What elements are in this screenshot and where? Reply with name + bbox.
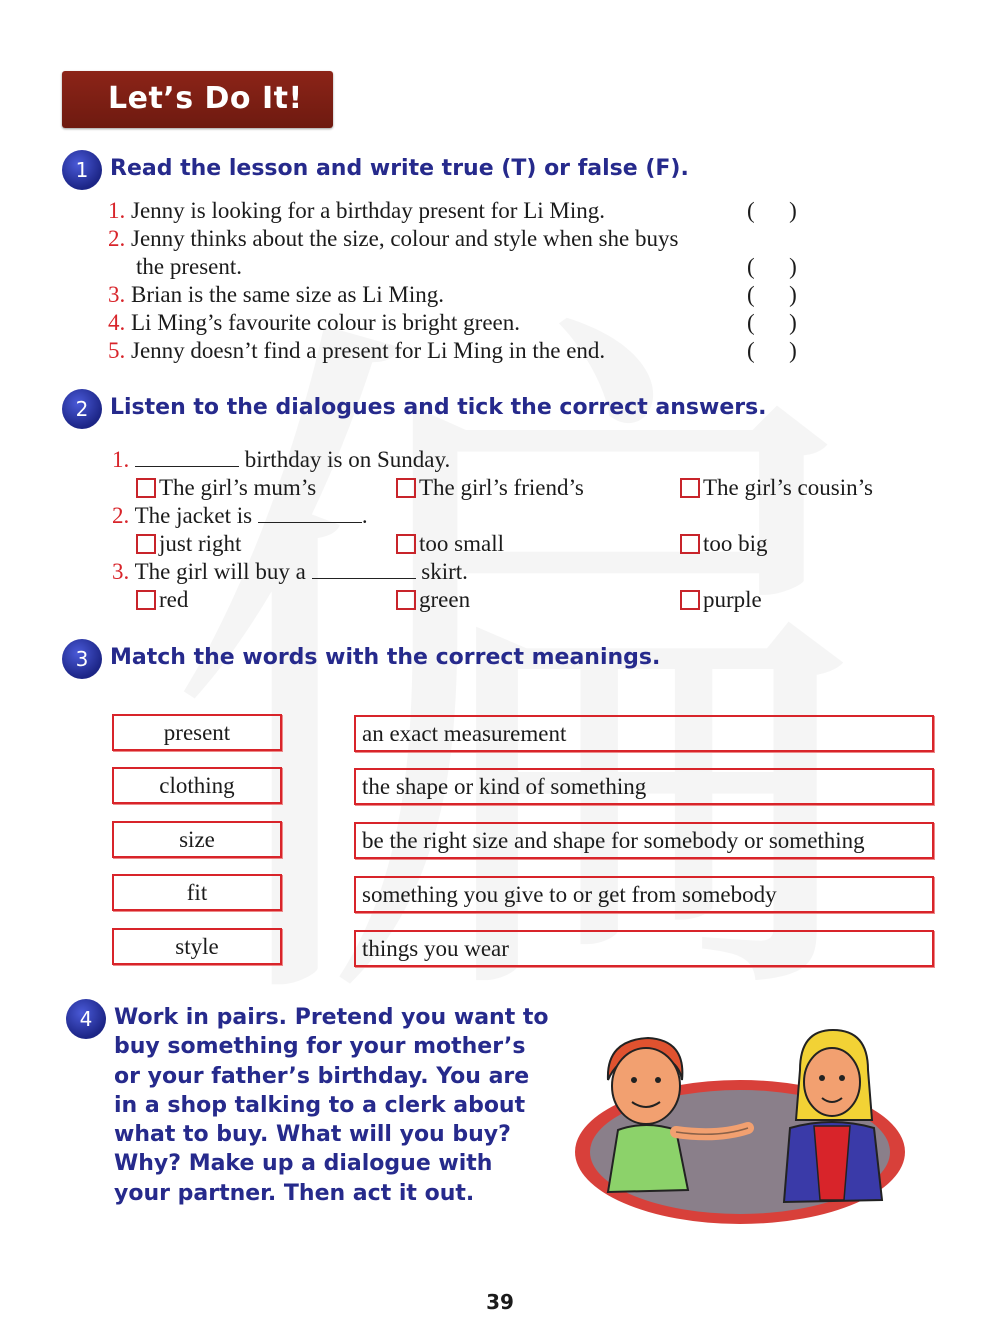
question-2: 2. The jacket is . xyxy=(112,503,368,528)
section-3-title: Match the words with the correct meanings. xyxy=(110,645,661,670)
answer-parentheses[interactable]: ( ) xyxy=(747,254,797,279)
list-item: 5. Jenny doesn’t find a present for Li Ming in the end. xyxy=(108,338,606,363)
option-checkbox[interactable]: too big xyxy=(680,530,768,558)
answer-blank[interactable] xyxy=(258,502,362,523)
page-number: 39 xyxy=(486,1290,514,1314)
meaning-box[interactable]: something you give to or get from somebody xyxy=(354,876,934,913)
answer-parentheses[interactable]: ( ) xyxy=(747,310,797,335)
section-number-badge: 1 xyxy=(62,150,102,190)
meaning-box[interactable]: an exact measurement xyxy=(354,715,934,752)
meaning-box[interactable]: be the right size and shape for somebody or something xyxy=(354,822,934,859)
answer-parentheses[interactable]: ( ) xyxy=(747,282,797,307)
list-item: 1. Jenny is looking for a birthday present for Li Ming. xyxy=(108,198,605,223)
section-2-title: Listen to the dialogues and tick the correct answers. xyxy=(110,395,767,420)
girl-figure xyxy=(784,1030,882,1202)
answer-parentheses[interactable]: ( ) xyxy=(747,338,797,363)
section-number-badge: 2 xyxy=(62,389,102,429)
checkbox[interactable] xyxy=(680,590,700,610)
option-checkbox[interactable]: The girl’s cousin’s xyxy=(680,474,873,502)
question-3: 3. The girl will buy a skirt. xyxy=(112,559,468,584)
section-1-title: Read the lesson and write true (T) or false (F). xyxy=(110,156,689,181)
option-checkbox[interactable]: red xyxy=(136,586,188,614)
banner-title: Let’s Do It! xyxy=(108,81,303,116)
checkbox[interactable] xyxy=(136,534,156,554)
list-item-continuation: the present. xyxy=(136,254,243,279)
list-item: 2. Jenny thinks about the size, colour and style when she buys xyxy=(108,226,679,251)
meaning-box[interactable]: the shape or kind of something xyxy=(354,768,934,805)
word-box[interactable]: present xyxy=(112,714,282,751)
section-number-badge: 3 xyxy=(62,639,102,679)
section-banner xyxy=(62,71,333,128)
list-item: 4. Li Ming’s favourite colour is bright green. xyxy=(108,310,521,335)
checkbox[interactable] xyxy=(396,590,416,610)
checkbox[interactable] xyxy=(680,534,700,554)
checkbox[interactable] xyxy=(136,478,156,498)
answer-blank[interactable] xyxy=(312,558,416,579)
option-checkbox[interactable]: too small xyxy=(396,530,504,558)
section-4-instructions: Work in pairs. Pretend you want to buy something for your mother’s or your father’s birthday. You are in a shop talking to a clerk about what to buy. What will you buy? Why? Make up a dialogue with your partner. Then act it out. xyxy=(114,1005,549,1206)
list-item: 3. Brian is the same size as Li Ming. xyxy=(108,282,444,307)
section-number-badge: 4 xyxy=(66,999,106,1039)
option-checkbox[interactable]: purple xyxy=(680,586,762,614)
two-kids-illustration xyxy=(568,1020,908,1230)
word-box[interactable]: size xyxy=(112,821,282,858)
checkbox[interactable] xyxy=(396,534,416,554)
checkbox[interactable] xyxy=(136,590,156,610)
answer-parentheses[interactable]: ( ) xyxy=(747,198,797,223)
option-checkbox[interactable]: The girl’s friend’s xyxy=(396,474,584,502)
checkbox[interactable] xyxy=(396,478,416,498)
question-1: 1. birthday is on Sunday. xyxy=(112,447,451,472)
answer-blank[interactable] xyxy=(135,446,239,467)
word-box[interactable]: clothing xyxy=(112,767,282,804)
checkbox[interactable] xyxy=(680,478,700,498)
word-box[interactable]: style xyxy=(112,928,282,965)
option-checkbox[interactable]: green xyxy=(396,586,470,614)
option-checkbox[interactable]: The girl’s mum’s xyxy=(136,474,316,502)
word-box[interactable]: fit xyxy=(112,874,282,911)
option-checkbox[interactable]: just right xyxy=(136,530,241,558)
meaning-box[interactable]: things you wear xyxy=(354,930,934,967)
